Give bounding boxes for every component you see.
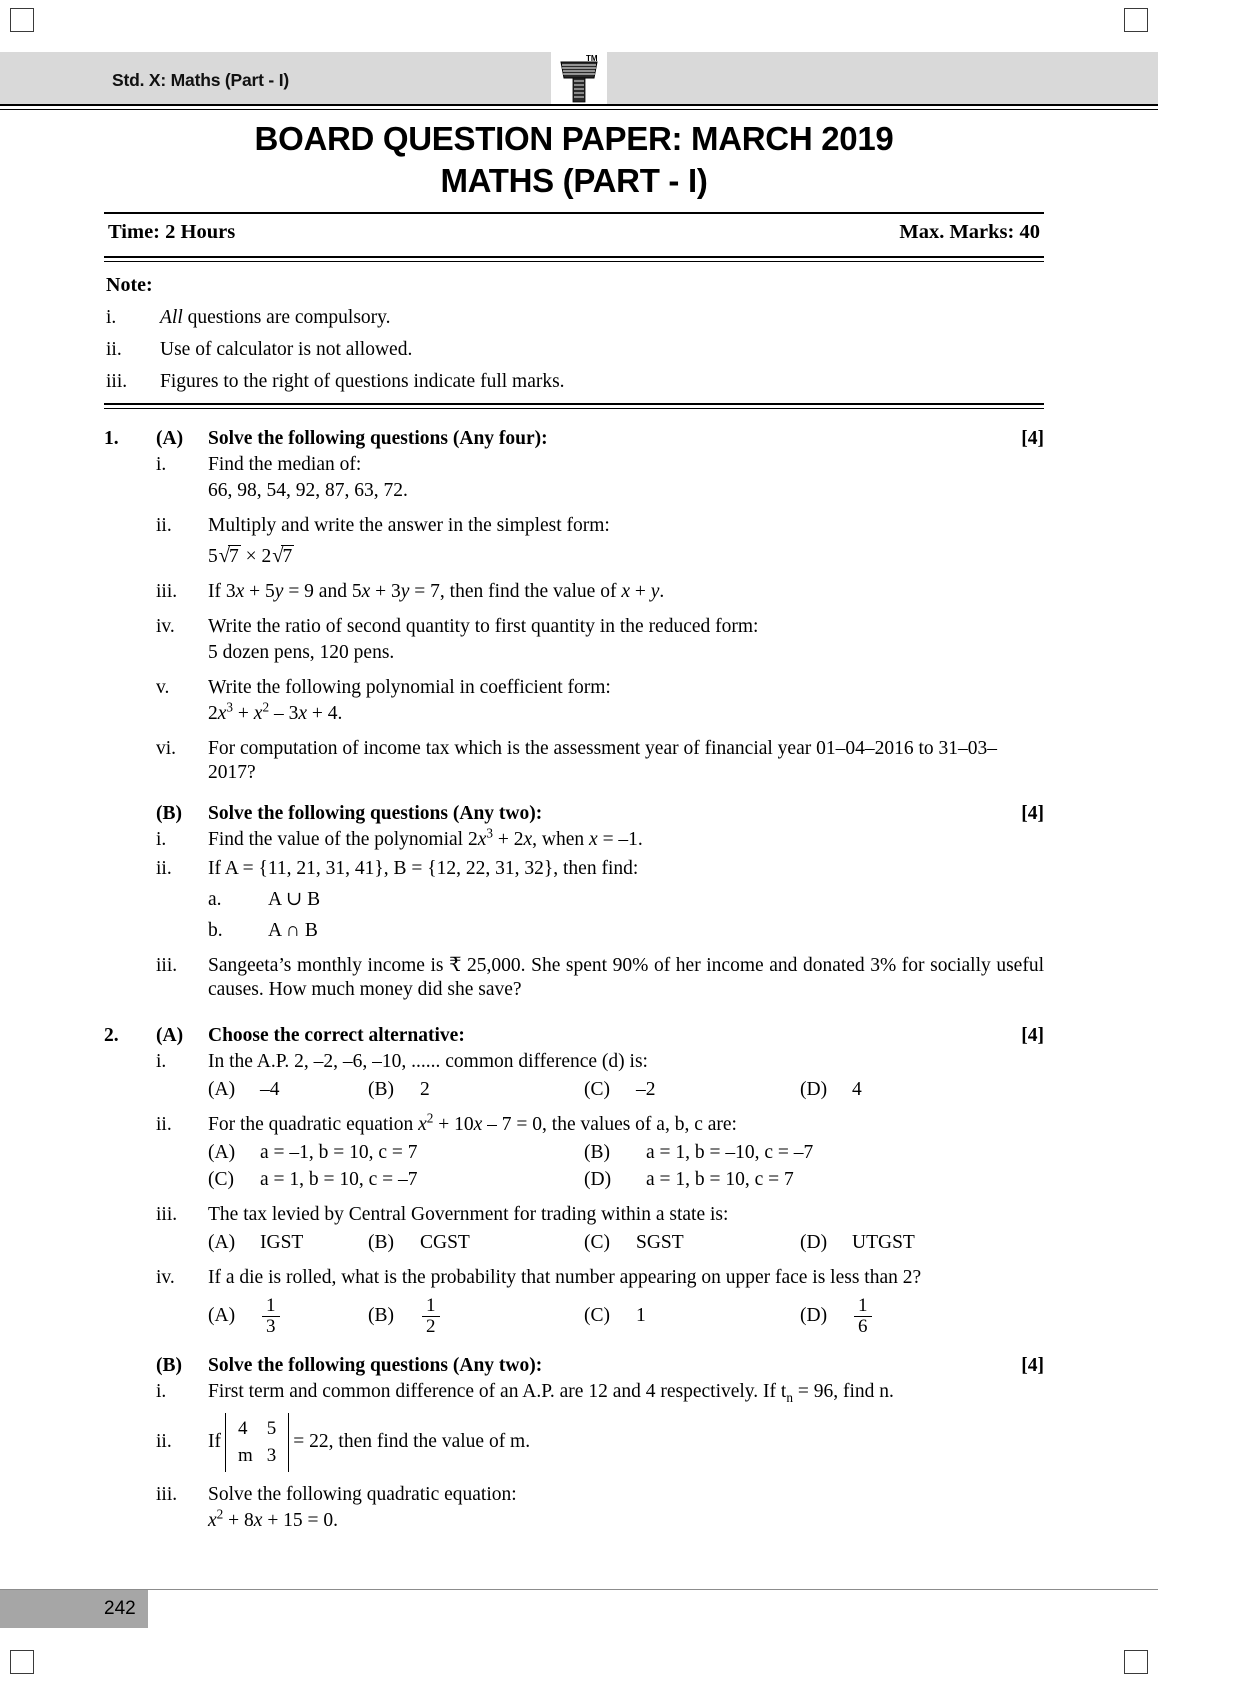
option-B-label: (B) bbox=[368, 1232, 394, 1253]
item-text: If a die is rolled, what is the probability that number appearing on upper face is less than 2? bbox=[208, 1267, 922, 1288]
note-item-text: Figures to the right of questions indicate full marks. bbox=[160, 371, 565, 392]
determinant-prefix: If bbox=[208, 1431, 221, 1453]
option-A[interactable] bbox=[208, 1141, 584, 1165]
option-C-value: –2 bbox=[636, 1079, 656, 1100]
option-D-value: 4 bbox=[852, 1079, 862, 1100]
option-A[interactable] bbox=[208, 1231, 368, 1255]
note-item bbox=[104, 338, 1044, 361]
item-text: Sangeeta’s monthly income is ₹ 25,000. She spent 90% of her income and donated 3% for socially useful causes. How much money did she save? bbox=[208, 955, 1044, 1000]
option-B-label: (B) bbox=[368, 1305, 394, 1327]
math-expression-surd-product: 5√7 × 2√7 bbox=[208, 545, 293, 567]
item-number: iii. bbox=[156, 581, 178, 602]
question-1-part-B-marks: [4] bbox=[1021, 803, 1044, 824]
crop-mark-top-right bbox=[1124, 8, 1148, 32]
item-text: If 3x + 5y = 9 and 5x + 3y = 7, then find the value of x + y. bbox=[208, 581, 665, 602]
meta-rule bbox=[104, 256, 1044, 262]
option-D-value: UTGST bbox=[852, 1232, 915, 1253]
item-number: iv. bbox=[156, 616, 175, 637]
item-text: The tax levied by Central Government for trading within a state is: bbox=[208, 1204, 729, 1225]
note-item-rest: questions are compulsory. bbox=[182, 307, 391, 328]
option-D[interactable] bbox=[800, 1078, 862, 1102]
exam-meta-row bbox=[104, 214, 1044, 250]
question-1 bbox=[104, 427, 1044, 1002]
math-expression-polynomial: $2x^3 + x^2 - 3x + 4$. bbox=[208, 699, 343, 724]
question-2-part-A-heading: Choose the correct alternative: bbox=[208, 1025, 465, 1046]
question-2-part-B-heading-row bbox=[156, 1354, 1044, 1378]
option-B[interactable] bbox=[368, 1296, 584, 1337]
option-C[interactable] bbox=[208, 1168, 584, 1192]
note-heading: Note: bbox=[106, 274, 153, 296]
title-line-1: BOARD QUESTION PAPER: MARCH 2019 bbox=[254, 120, 894, 157]
question-1A-item bbox=[156, 453, 1044, 477]
question-2A-iv-options bbox=[208, 1296, 1044, 1337]
target-publications-logo-icon bbox=[556, 56, 602, 104]
question-2B-item-math bbox=[208, 1506, 1044, 1533]
item-text: Solve the following quadratic equation: bbox=[208, 1483, 517, 1505]
fraction-denominator: 3 bbox=[262, 1316, 280, 1337]
option-B[interactable] bbox=[584, 1141, 813, 1165]
question-2-part-A-label: (A) bbox=[156, 1025, 184, 1046]
option-C[interactable] bbox=[584, 1231, 800, 1255]
note-item bbox=[104, 306, 1044, 329]
option-D-label: (D) bbox=[800, 1079, 828, 1100]
item-number: ii. bbox=[156, 515, 172, 536]
note-item-number: i. bbox=[106, 307, 117, 328]
question-1-part-B-label: (B) bbox=[156, 803, 182, 824]
question-1A-item-math bbox=[208, 544, 1044, 569]
note-item-number: ii. bbox=[106, 339, 122, 360]
question-1-part-A-heading: Solve the following questions (Any four): bbox=[208, 428, 548, 449]
subitem-number: a. bbox=[208, 889, 222, 910]
header-rule-thick bbox=[0, 104, 1158, 106]
option-A-label: (A) bbox=[208, 1232, 236, 1253]
question-1B-item bbox=[156, 825, 1044, 852]
determinant-suffix: = 22, then find the value of m. bbox=[293, 1431, 531, 1453]
item-number: ii. bbox=[156, 1431, 172, 1453]
item-number: ii. bbox=[156, 1114, 172, 1135]
option-A-value: a = –1, b = 10, c = 7 bbox=[260, 1142, 418, 1163]
question-2A-ii-options-row1 bbox=[208, 1141, 1044, 1165]
option-C[interactable] bbox=[584, 1296, 800, 1337]
exam-max-marks: Max. Marks: 40 bbox=[899, 221, 1040, 243]
note-item-text: Use of calculator is not allowed. bbox=[160, 339, 413, 360]
option-A[interactable] bbox=[208, 1078, 368, 1102]
question-2A-item bbox=[156, 1266, 1044, 1290]
subitem-text: A ∪ B bbox=[268, 889, 321, 910]
question-1-part-B-heading-row bbox=[156, 802, 1044, 826]
option-C-label: (C) bbox=[208, 1169, 234, 1190]
exam-time: Time: 2 Hours bbox=[108, 221, 236, 243]
question-1B-subitem bbox=[208, 919, 1044, 943]
item-text: For the quadratic equation $x^2 + 10x - 7 = 0$, the values of a, b, c are: bbox=[208, 1110, 737, 1135]
item-text: Find the value of the polynomial $2x^3 + 2x$, when x = –1. bbox=[208, 825, 643, 850]
item-number: iii. bbox=[156, 955, 178, 976]
option-B[interactable] bbox=[368, 1231, 584, 1255]
question-2A-item bbox=[156, 1110, 1044, 1137]
question-2A-iii-options bbox=[208, 1231, 1044, 1255]
subitem-text: A ∩ B bbox=[268, 920, 318, 941]
question-2-part-B-marks: [4] bbox=[1021, 1354, 1044, 1376]
question-1A-item bbox=[156, 580, 1044, 604]
item-number: i. bbox=[156, 1051, 167, 1072]
item-extra: 66, 98, 54, 92, 87, 63, 72. bbox=[208, 480, 408, 501]
question-1A-item bbox=[156, 737, 1044, 785]
option-A-value: –4 bbox=[260, 1079, 280, 1100]
question-1-part-A-label: (A) bbox=[156, 428, 184, 449]
item-text: In the A.P. 2, –2, –6, –10, ...... common difference (d) is: bbox=[208, 1051, 648, 1072]
question-1B-subitem bbox=[208, 888, 1044, 912]
question-2A-ii-options-row2 bbox=[208, 1168, 1044, 1192]
option-C-label: (C) bbox=[584, 1079, 610, 1100]
title-line-2: MATHS (PART - I) bbox=[440, 162, 708, 199]
item-extra: 5 dozen pens, 120 pens. bbox=[208, 642, 395, 663]
question-1-part-A-heading-row bbox=[104, 427, 1044, 451]
item-number: i. bbox=[156, 829, 167, 850]
determinant-r1c1: 4 bbox=[238, 1417, 248, 1439]
question-2-number: 2. bbox=[104, 1025, 119, 1046]
fraction-denominator: 2 bbox=[422, 1316, 440, 1337]
question-2 bbox=[104, 1024, 1044, 1533]
item-text: Write the ratio of second quantity to first quantity in the reduced form: bbox=[208, 616, 759, 637]
question-1A-item bbox=[156, 615, 1044, 639]
item-text: If A = {11, 21, 31, 41}, B = {12, 22, 31, 32}, then find: bbox=[208, 858, 639, 879]
crop-mark-top-left bbox=[10, 8, 34, 32]
option-D-label: (D) bbox=[584, 1169, 612, 1190]
question-2A-item bbox=[156, 1203, 1044, 1227]
determinant-matrix bbox=[225, 1413, 289, 1472]
item-number: ii. bbox=[156, 858, 172, 879]
fraction-numerator: 1 bbox=[266, 1295, 276, 1316]
item-number: vi. bbox=[156, 738, 177, 759]
option-D-label: (D) bbox=[800, 1305, 828, 1327]
option-C[interactable] bbox=[584, 1078, 800, 1102]
crop-mark-bottom-left bbox=[10, 1650, 34, 1674]
page-title bbox=[104, 118, 1044, 202]
determinant-r2c1: m bbox=[238, 1445, 253, 1467]
header-rule-thin bbox=[0, 109, 1158, 110]
option-D[interactable] bbox=[800, 1231, 915, 1255]
fraction-denominator: 6 bbox=[854, 1316, 872, 1337]
subitem-number: b. bbox=[208, 920, 223, 941]
option-C-label: (C) bbox=[584, 1232, 610, 1253]
note-block bbox=[104, 274, 1044, 393]
option-A-label: (A) bbox=[208, 1305, 236, 1327]
question-2-part-A-marks: [4] bbox=[1021, 1025, 1044, 1046]
item-text: Multiply and write the answer in the simplest form: bbox=[208, 515, 610, 536]
option-C-value: 1 bbox=[636, 1305, 646, 1327]
option-D[interactable] bbox=[584, 1168, 794, 1192]
question-2B-item bbox=[156, 1483, 1044, 1507]
fraction-numerator: 1 bbox=[426, 1295, 436, 1316]
note-rule bbox=[104, 403, 1044, 409]
question-1-part-B-heading: Solve the following questions (Any two): bbox=[208, 803, 543, 824]
determinant-r2c2: 3 bbox=[266, 1445, 277, 1467]
item-text: For computation of income tax which is the assessment year of financial year 01–04–2016 to 31–03–2017? bbox=[208, 738, 998, 783]
option-D-value: a = 1, b = 10, c = 7 bbox=[646, 1169, 794, 1190]
question-1A-item bbox=[156, 514, 1044, 538]
question-1B-item bbox=[156, 857, 1044, 881]
option-B-label: (B) bbox=[368, 1079, 394, 1100]
trademark-symbol: TM bbox=[586, 54, 598, 63]
item-number: iii. bbox=[156, 1204, 178, 1225]
option-B-value: a = 1, b = –10, c = –7 bbox=[646, 1142, 814, 1163]
option-C-value: SGST bbox=[636, 1232, 684, 1253]
option-B-fraction bbox=[422, 1296, 440, 1337]
page-number: 242 bbox=[104, 1598, 136, 1619]
option-D-fraction bbox=[854, 1296, 872, 1337]
determinant-r1c2: 5 bbox=[266, 1417, 277, 1439]
option-A-value: IGST bbox=[260, 1232, 304, 1253]
question-2B-item bbox=[156, 1413, 1044, 1472]
option-D[interactable] bbox=[800, 1296, 874, 1337]
item-text: Write the following polynomial in coefficient form: bbox=[208, 677, 611, 698]
option-B-label: (B) bbox=[584, 1142, 610, 1163]
item-text: First term and common difference of an A.P. are 12 and 4 respectively. If $t_n = 96$, find n. bbox=[208, 1380, 894, 1405]
note-item-number: iii. bbox=[106, 371, 128, 392]
question-2-part-B-heading: Solve the following questions (Any two): bbox=[208, 1354, 543, 1376]
question-1A-item-math bbox=[208, 699, 1044, 726]
option-B-value: 2 bbox=[420, 1079, 430, 1100]
option-A-fraction bbox=[262, 1296, 280, 1337]
question-2A-i-options bbox=[208, 1078, 1044, 1102]
question-1A-item bbox=[156, 676, 1044, 700]
question-1B-item bbox=[156, 954, 1044, 1002]
option-A-label: (A) bbox=[208, 1142, 236, 1163]
question-1A-item-extra bbox=[208, 479, 1044, 503]
footer-rule bbox=[0, 1589, 1158, 1590]
item-text: Find the median of: bbox=[208, 454, 362, 475]
question-1A-item-extra bbox=[208, 641, 1044, 665]
item-number: v. bbox=[156, 677, 170, 698]
running-header-title: Std. X: Maths (Part - I) bbox=[112, 70, 290, 90]
question-2A-item bbox=[156, 1050, 1044, 1074]
option-C-label: (C) bbox=[584, 1305, 610, 1327]
math-expression-quadratic: $x^2 + 8x + 15 = 0$. bbox=[208, 1506, 339, 1531]
item-number: i. bbox=[156, 1380, 167, 1402]
question-2B-item bbox=[156, 1380, 1044, 1404]
note-item-text bbox=[160, 306, 1044, 329]
item-number: iii. bbox=[156, 1483, 178, 1505]
option-D-label: (D) bbox=[800, 1232, 828, 1253]
option-B-value: CGST bbox=[420, 1232, 470, 1253]
note-item bbox=[104, 370, 1044, 393]
fraction-numerator: 1 bbox=[858, 1295, 868, 1316]
item-text bbox=[208, 1413, 1044, 1472]
crop-mark-bottom-right bbox=[1124, 1650, 1148, 1674]
note-item-emphasis: All bbox=[160, 307, 183, 328]
option-C-value: a = 1, b = 10, c = –7 bbox=[260, 1169, 418, 1190]
option-B[interactable] bbox=[368, 1078, 584, 1102]
page-content bbox=[104, 118, 1044, 1533]
option-A[interactable] bbox=[208, 1296, 368, 1337]
option-A-label: (A) bbox=[208, 1079, 236, 1100]
question-1-part-A-marks: [4] bbox=[1021, 428, 1044, 449]
item-number: i. bbox=[156, 454, 167, 475]
question-2-part-A-heading-row bbox=[104, 1024, 1044, 1048]
question-1-number: 1. bbox=[104, 428, 119, 449]
item-number: iv. bbox=[156, 1267, 175, 1288]
question-2-part-B-label: (B) bbox=[156, 1354, 182, 1376]
